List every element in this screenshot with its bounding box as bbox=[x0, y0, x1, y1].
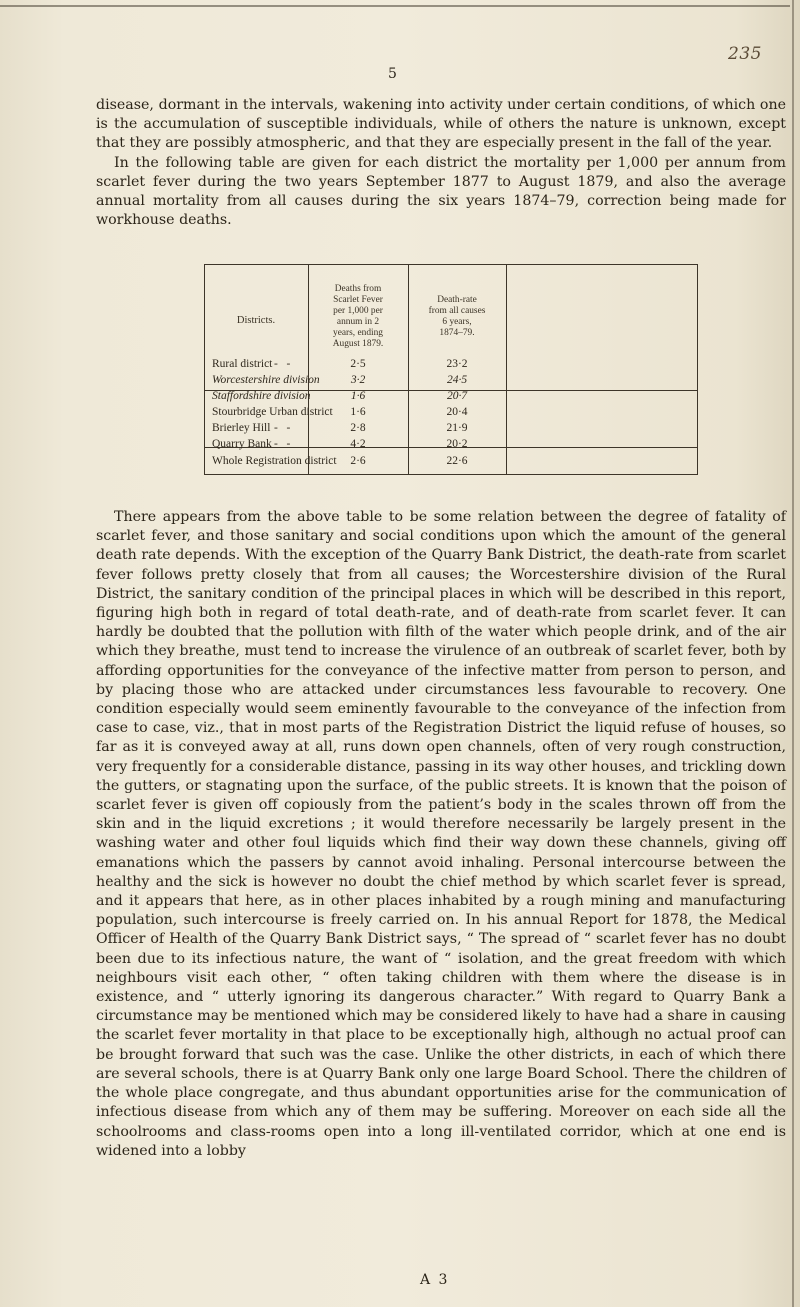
scarlet-rate: 1·6 bbox=[350, 390, 366, 402]
scarlet-rate: 2·6 bbox=[350, 455, 366, 467]
all-causes-rate: 24·5 bbox=[446, 374, 468, 386]
mortality-table bbox=[204, 264, 698, 486]
header-scarlet-fever: Deaths from Scarlet Fever per 1,000 per annum in 2 years, ending August 1879. bbox=[332, 284, 384, 349]
table-top-rule bbox=[204, 264, 698, 265]
table-row bbox=[204, 374, 698, 388]
body-text bbox=[96, 508, 786, 1161]
district-name: Stourbridge Urban district bbox=[212, 406, 333, 418]
body-paragraph-1: There appears from the above table to be some relation between the degree of fatality of scarlet fever, and those sanitary and social conditions upon which the amount of the general death rate depends. With the exception of the Quarry Bank District, the death-rate from scarlet fever follows pretty closely that from all causes; the Worcestershire division of the Rural District, the sanitary condition of the principal places in which will be described in this report, figuring high both in regard of total death-rate, and of death-rate from scarlet fever. It can hardly be doubted that the pollution with filth of the water which people drink, and of the air which they breathe, must tend to increase the virulence of an outbreak of scarlet fever, both by affording opportunities for the conveyance of the infective matter from person to person, and by placing those who are attacked under circumstances less favourable to recovery. One condition especially would seem eminently favourable to the conveyance of the infection from case to case, viz., that in most parts of the Registration District the liquid refuse of houses, so far as it is conveyed away at all, runs down open channels, often of very rough construction, very frequently for a considerable distance, passing in its way other houses, and trickling down the gutters, or stagnating upon the surface, of the public streets. It is known that the poison of scarlet fever is given off copiously from the patient’s body in the scales thrown off from the skin and in the liquid excretions ; it would therefore necessarily be largely present in the washing water and other foul liquids which find their way down these channels, giving off emanations which the passers by cannot avoid inhaling. Personal intercourse between the healthy and the sick is however no doubt the chief method by which scarlet fever is spread, and it appears that here, as in other places inhabited by a rough mining and manufacturing population, such intercourse is freely carried on. In his annual Report for 1878, the Medical Officer of Health of the Quarry Bank District says, “ The spread of “ scarlet fever has no doubt been due to its infectious nature, the want of “ isolation, and the great freedom with which neighbours visit each other, “ often taking children with them where the disease is in existence, and “ utterly ignoring its dangerous character.” With regard to Quarry Bank a circumstance may be mentioned which may be considered likely to have had a share in causing the scarlet fever mortality in that place to be exceptionally high, although no actual proof can be brought forward that such was the case. Unlike the other districts, in each of which there are several schools, there is at Quarry Bank only one large Board School. There the children of the whole place congregate, and thus abundant opportunities arise for the communication of infectious disease from which any of them may be suffering. Moreover on each side all the schoolrooms and class-rooms open into a long ill-ventilated corridor, which at one end is widened into a lobby bbox=[96, 509, 786, 1159]
district-name: Worcestershire division bbox=[212, 374, 320, 386]
signature-mark: A 3 bbox=[420, 1272, 450, 1288]
all-causes-rate: 20·4 bbox=[446, 406, 468, 418]
district-name: Staffordshire division bbox=[212, 390, 311, 402]
scarlet-rate: 3·2 bbox=[350, 374, 366, 386]
scarlet-rate: 1·6 bbox=[350, 406, 366, 418]
scarlet-rate: 2·5 bbox=[350, 358, 366, 370]
district-name: Whole Registration district bbox=[212, 455, 337, 467]
intro-paragraph-1: disease, dormant in the intervals, wakening into activity under certain conditions, of which one is the accumulation of susceptible individuals, while of others the nature is unknown, except that they are possibly atmospheric, and that they are especially present in the fall of the year. bbox=[96, 97, 786, 152]
table-row bbox=[204, 390, 698, 404]
table-row bbox=[204, 406, 698, 420]
table-row: Rural district - - 2·5 23·2 bbox=[204, 358, 698, 372]
top-rule bbox=[0, 5, 790, 7]
district-name: Rural district bbox=[212, 358, 273, 370]
intro-text bbox=[96, 96, 786, 230]
table-row: Quarry Bank - - 4·2 20·2 bbox=[204, 438, 698, 452]
table-bottom-rule bbox=[204, 474, 698, 475]
all-causes-rate: 23·2 bbox=[446, 358, 468, 370]
header-all-causes: Death-rate from all causes 6 years, 1874–79. bbox=[428, 295, 486, 338]
scarlet-rate: 4·2 bbox=[350, 438, 366, 450]
table-total-row bbox=[204, 455, 698, 469]
header-districts: Districts. bbox=[236, 315, 276, 326]
intro-paragraph-2: In the following table are given for each district the mortality per 1,000 per annum from scarlet fever during the two years September 1877 to August 1879, and also the average annual mortality from all causes during the six years 1874–79, correction being made for workhouse deaths. bbox=[96, 154, 786, 229]
scarlet-rate: 2·8 bbox=[350, 422, 366, 434]
all-causes-rate: 22·6 bbox=[446, 455, 468, 467]
district-name: Brierley Hill bbox=[212, 422, 271, 434]
all-causes-rate: 20·7 bbox=[446, 390, 468, 402]
all-causes-rate: 21·9 bbox=[446, 422, 468, 434]
table-row: Brierley Hill - - 2·8 21·9 bbox=[204, 422, 698, 436]
district-name: Quarry Bank bbox=[212, 438, 272, 450]
page-number: 5 bbox=[388, 66, 397, 82]
page-edge bbox=[792, 0, 794, 1307]
pencil-page-number: 235 bbox=[728, 44, 762, 64]
all-causes-rate: 20·2 bbox=[446, 438, 468, 450]
